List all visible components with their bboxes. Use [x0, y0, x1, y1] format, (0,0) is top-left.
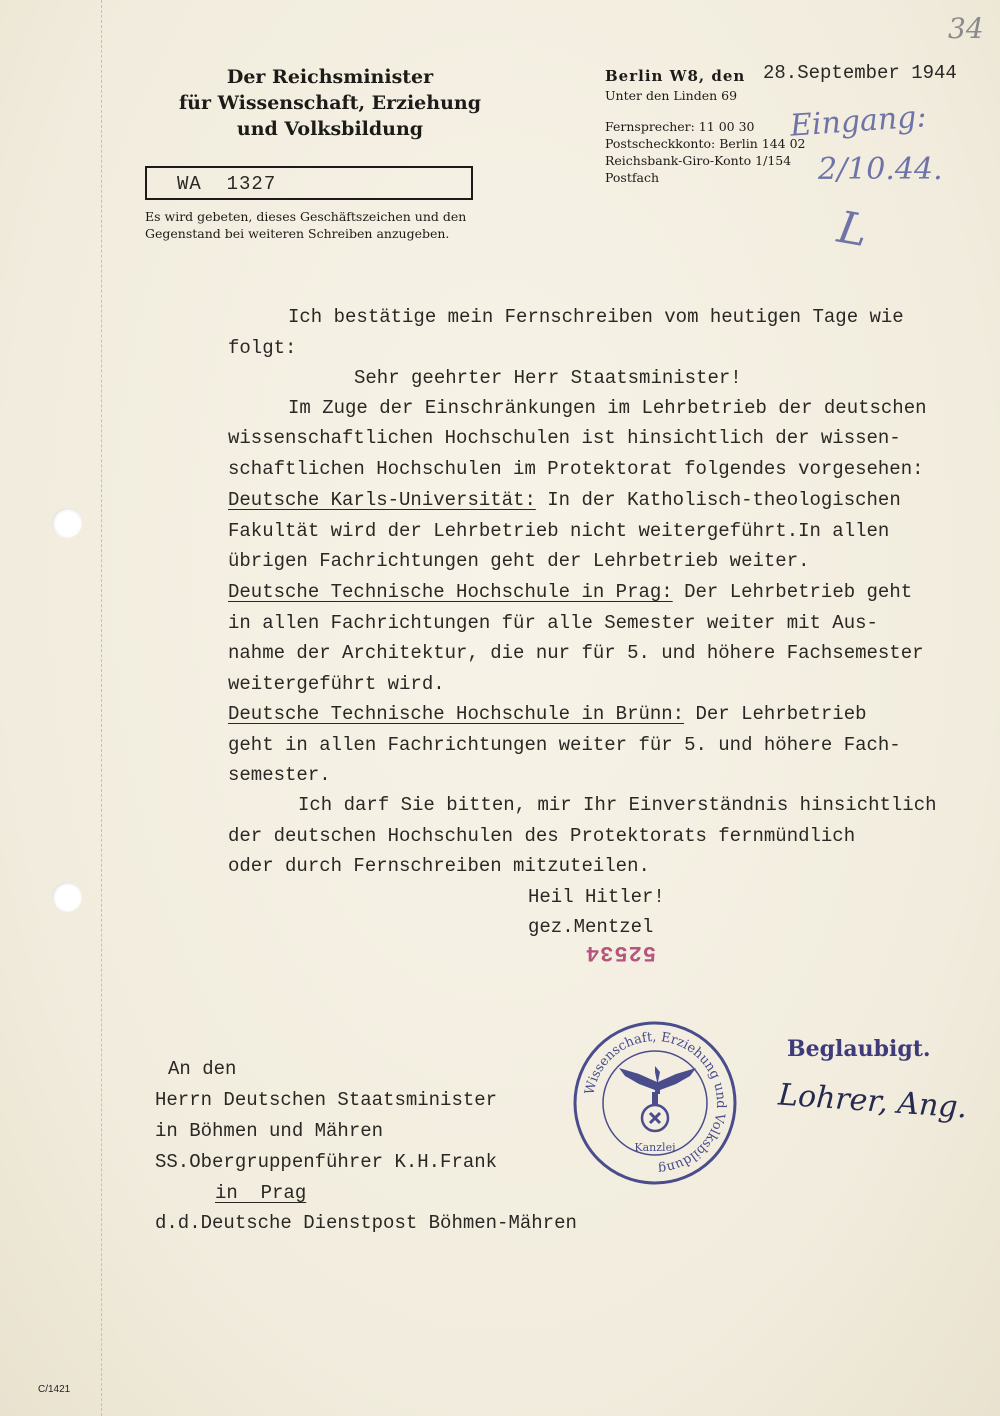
- body-line-2: folgt:: [228, 337, 297, 359]
- signed-by: gez.Mentzel: [528, 916, 654, 938]
- registry-number-stamp: 52534: [585, 940, 657, 965]
- initial-annotation: L: [833, 201, 872, 258]
- recipient-line-2: Herrn Deutschen Staatsminister: [155, 1089, 498, 1111]
- heading-th-bruenn: Deutsche Technische Hochschule in Brünn:: [228, 703, 685, 725]
- body-line-1: Ich bestätige mein Fernschreiben vom heutigen Tage wie: [288, 306, 904, 328]
- closing-greeting: Heil Hitler!: [528, 886, 665, 908]
- salutation: Sehr geehrter Herr Staatsminister!: [354, 367, 742, 389]
- letterhead-line-3: und Volksbildung: [236, 118, 424, 140]
- body-line-19: oder durch Fernschreiben mitzuteilen.: [228, 855, 650, 877]
- fold-line: [101, 0, 102, 1416]
- recipient-city: in Prag: [215, 1182, 307, 1204]
- recipient-line-1: An den: [168, 1058, 237, 1080]
- body-line-8: Fakultät wird der Lehrbetrieb nicht weitergeführt.In allen: [228, 520, 890, 542]
- body-line-14-rest: Der Lehrbetrieb: [684, 703, 867, 725]
- address-block: [605, 68, 806, 186]
- body-line-10-rest: Der Lehrbetrieb geht: [672, 581, 913, 603]
- body-line-9: übrigen Fachrichtungen geht der Lehrbetrieb weiter.: [228, 550, 810, 572]
- recipient-line-6: d.d.Deutsche Dienstpost Böhmen-Mähren: [155, 1212, 577, 1234]
- letterhead-line-1: Der Reichsminister: [226, 66, 434, 88]
- body-line-12: nahme der Architektur, die nur für 5. und höhere Fachsemester: [228, 642, 924, 664]
- eagle-icon: [619, 1066, 696, 1104]
- reference-box: [145, 166, 473, 200]
- seal-ring-text: Wissenschaft, Erziehung und Volksbildung: [582, 1029, 729, 1177]
- eingang-date-annotation: 2/10.44.: [818, 152, 943, 187]
- page-number-annotation: 34: [948, 12, 984, 45]
- address-giro: Reichsbank-Giro-Konto 1/154: [605, 153, 792, 168]
- body-line-5: wissenschaftlichen Hochschulen ist hinsichtlich der wissen-: [228, 427, 901, 449]
- body-line-15: geht in allen Fachrichtungen weiter für 5. und höhere Fach-: [228, 734, 901, 756]
- body-line-16: semester.: [228, 764, 331, 786]
- eingang-label-annotation: Eingang:: [788, 99, 928, 144]
- address-postscheck: Postscheckkonto: Berlin 144 02: [605, 136, 806, 151]
- address-phone: Fernsprecher: 11 00 30: [605, 119, 755, 134]
- address-street: Unter den Linden 69: [605, 88, 738, 103]
- heading-karls-universitaet: Deutsche Karls-Universität:: [228, 489, 536, 511]
- body-line-10: [228, 581, 912, 603]
- body-line-14: [228, 703, 867, 725]
- body-line-6: schaftlichen Hochschulen im Protektorat folgendes vorgesehen:: [228, 458, 924, 480]
- letterhead: [160, 64, 500, 142]
- certification-signature: Lohrer, Ang.: [777, 1077, 969, 1126]
- address-city: Berlin W8, den: [605, 67, 746, 85]
- body-line-17: Ich darf Sie bitten, mir Ihr Einverständnis hinsichtlich: [298, 794, 937, 816]
- recipient-line-3: in Böhmen und Mähren: [155, 1120, 384, 1142]
- official-seal: [570, 1018, 740, 1188]
- recipient-line-4: SS.Obergruppenführer K.H.Frank: [155, 1151, 498, 1173]
- letterhead-line-2: für Wissenschaft, Erziehung: [178, 92, 481, 114]
- form-number: C/1421: [38, 1384, 71, 1395]
- wreath-icon: [642, 1105, 668, 1131]
- certification-label: Beglaubigt.: [787, 1036, 931, 1062]
- body-line-4: Im Zuge der Einschränkungen im Lehrbetrieb der deutschen: [288, 397, 927, 419]
- reference-note: [145, 208, 485, 242]
- address-postfach: Postfach: [605, 170, 659, 185]
- reference-code: WA 1327: [177, 173, 277, 195]
- body-line-7: [228, 489, 901, 511]
- reference-note-line-2: Gegenstand bei weiteren Schreiben anzugeben.: [145, 226, 450, 241]
- punch-hole-bottom: [52, 882, 82, 912]
- punch-hole-top: [52, 508, 82, 538]
- body-line-11: in allen Fachrichtungen für alle Semester weiter mit Aus-: [228, 612, 878, 634]
- seal-bottom-text: Kanzlei: [634, 1141, 676, 1154]
- body-line-13: weitergeführt wird.: [228, 673, 445, 695]
- body-line-18: der deutschen Hochschulen des Protektorats fernmündlich: [228, 825, 856, 847]
- heading-th-prag: Deutsche Technische Hochschule in Prag:: [228, 581, 673, 603]
- letter-date: 28.September 1944: [763, 62, 957, 84]
- reference-note-line-1: Es wird gebeten, dieses Geschäftszeichen und den: [145, 209, 467, 224]
- body-line-7-rest: In der Katholisch-theologischen: [535, 489, 901, 511]
